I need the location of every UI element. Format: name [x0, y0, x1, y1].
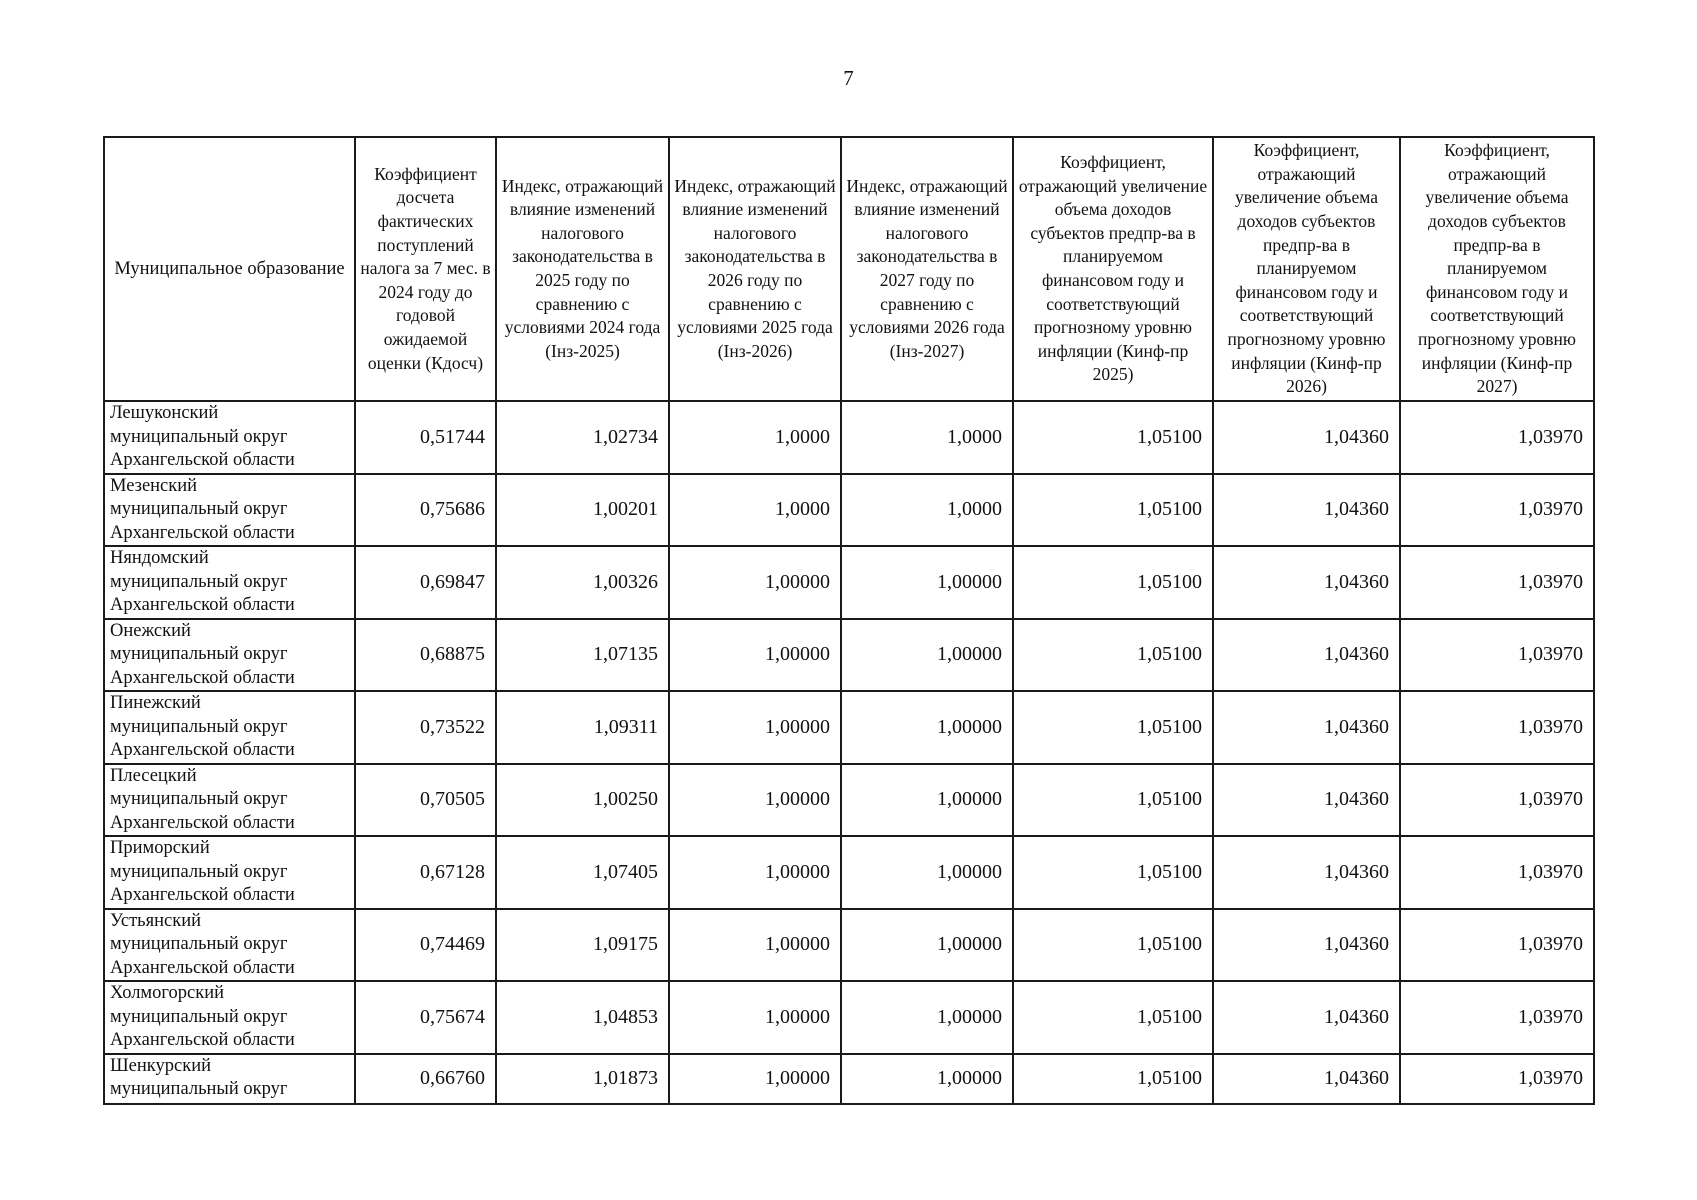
value-cell: 1,00000 — [669, 981, 841, 1054]
value-cell: 0,66760 — [355, 1054, 496, 1104]
municipality-name-line: Няндомский — [110, 548, 209, 568]
municipality-name-line: Архангельской области — [110, 957, 295, 978]
value-cell: 1,05100 — [1013, 546, 1213, 619]
column-header: Коэффициент досчета фактических поступлений налога за 7 мес. в 2024 году до годовой ожидаемой оценки (Кдосч) — [355, 137, 496, 401]
value-cell: 0,68875 — [355, 619, 496, 692]
municipality-name-line: Архангельской области — [110, 812, 295, 833]
municipality-name-line: Холмогорский — [110, 983, 225, 1003]
value-cell: 1,00000 — [841, 619, 1013, 692]
value-cell: 1,07405 — [496, 836, 669, 909]
table-row — [104, 619, 1594, 692]
municipality-name-line: муниципальный округ — [110, 644, 288, 664]
value-cell: 1,04360 — [1213, 981, 1400, 1054]
column-header: Коэффициент, отражающий увеличение объема доходов субъектов предпр-ва в планируемом финансовом году и соответствующий прогнозному уровню инфляции (Кинф-пр 2025) — [1013, 137, 1213, 401]
header-row — [104, 137, 1594, 401]
value-cell: 1,04360 — [1213, 1054, 1400, 1104]
value-cell: 1,05100 — [1013, 474, 1213, 547]
municipality-name-line: Приморский — [110, 838, 210, 858]
value-cell: 0,73522 — [355, 691, 496, 764]
value-cell: 1,03970 — [1400, 764, 1594, 837]
value-cell: 1,04853 — [496, 981, 669, 1054]
value-cell: 1,09311 — [496, 691, 669, 764]
value-cell: 1,0000 — [669, 401, 841, 474]
table-row — [104, 401, 1594, 474]
value-cell: 1,00000 — [669, 619, 841, 692]
municipality-name-cell — [104, 401, 355, 474]
municipality-name-cell — [104, 546, 355, 619]
municipality-name-line: Архангельской области — [110, 740, 295, 760]
value-cell: 1,03970 — [1400, 981, 1594, 1054]
value-cell: 1,04360 — [1213, 619, 1400, 692]
value-cell: 1,00000 — [669, 546, 841, 619]
value-cell: 1,00000 — [669, 691, 841, 764]
municipality-name-line: Устьянский — [110, 910, 202, 931]
municipality-name-line: муниципальный округ — [110, 716, 288, 737]
table-row — [104, 764, 1594, 837]
value-cell: 0,74469 — [355, 909, 496, 982]
municipality-name-line: Архангельской области — [110, 595, 295, 615]
value-cell: 1,03970 — [1400, 1054, 1594, 1104]
municipality-name-line: муниципальный округ — [110, 934, 288, 954]
value-cell: 1,05100 — [1013, 764, 1213, 837]
value-cell: 1,09175 — [496, 909, 669, 982]
table-row — [104, 474, 1594, 547]
value-cell: 1,07135 — [496, 619, 669, 692]
municipality-name-line: Архангельской области — [110, 667, 295, 688]
municipality-name-cell — [104, 619, 355, 692]
municipality-name-line: Архангельской области — [110, 885, 295, 905]
value-cell: 1,00000 — [669, 836, 841, 909]
column-header: Коэффициент, отражающий увеличение объема доходов субъектов предпр-ва в планируемом финансовом году и соответствующий прогнозному уровню инфляции (Кинф-пр 2026) — [1213, 137, 1400, 401]
value-cell: 1,03970 — [1400, 401, 1594, 474]
value-cell: 1,03970 — [1400, 909, 1594, 982]
municipality-name-line: муниципальный округ — [110, 1006, 288, 1027]
table-row — [104, 546, 1594, 619]
municipality-name-line: Архангельской области — [110, 450, 295, 470]
municipality-name-cell — [104, 1054, 355, 1104]
municipality-name-cell — [104, 691, 355, 764]
value-cell: 1,05100 — [1013, 619, 1213, 692]
municipality-name-line: муниципальный округ — [110, 861, 288, 882]
value-cell: 1,00000 — [669, 1054, 841, 1104]
municipality-name-line: Архангельской области — [110, 522, 295, 543]
value-cell: 0,69847 — [355, 546, 496, 619]
value-cell: 1,0000 — [841, 401, 1013, 474]
table-row — [104, 981, 1594, 1054]
value-cell: 0,70505 — [355, 764, 496, 837]
value-cell: 1,03970 — [1400, 691, 1594, 764]
value-cell: 1,05100 — [1013, 836, 1213, 909]
table-row — [104, 836, 1594, 909]
municipality-name-line: муниципальный округ — [110, 1079, 288, 1099]
value-cell: 1,03970 — [1400, 546, 1594, 619]
value-cell: 1,04360 — [1213, 836, 1400, 909]
value-cell: 1,0000 — [841, 474, 1013, 547]
municipality-name-line: Мезенский — [110, 475, 198, 496]
value-cell: 1,05100 — [1013, 981, 1213, 1054]
value-cell: 1,00000 — [841, 1054, 1013, 1104]
value-cell: 1,05100 — [1013, 909, 1213, 982]
value-cell: 1,04360 — [1213, 546, 1400, 619]
municipality-name-line: муниципальный округ — [110, 426, 288, 447]
value-cell: 1,00000 — [841, 691, 1013, 764]
value-cell: 1,04360 — [1213, 474, 1400, 547]
column-header: Индекс, отражающий влияние изменений налогового законодательства в 2026 году по сравнению с условиями 2025 года (Iнз-2026) — [669, 137, 841, 401]
value-cell: 1,03970 — [1400, 474, 1594, 547]
municipality-name-cell — [104, 836, 355, 909]
value-cell: 1,00000 — [669, 764, 841, 837]
value-cell: 1,00000 — [841, 546, 1013, 619]
value-cell: 1,05100 — [1013, 401, 1213, 474]
municipality-name-line: Архангельской области — [110, 1030, 295, 1050]
value-cell: 1,00326 — [496, 546, 669, 619]
value-cell: 1,0000 — [669, 474, 841, 547]
value-cell: 1,04360 — [1213, 401, 1400, 474]
table-row — [104, 691, 1594, 764]
coefficients-table — [103, 136, 1595, 1105]
value-cell: 1,00000 — [841, 836, 1013, 909]
column-header: Индекс, отражающий влияние изменений налогового законодательства в 2027 году по сравнению с условиями 2026 года (Iнз-2027) — [841, 137, 1013, 401]
table-row — [104, 909, 1594, 982]
value-cell: 1,03970 — [1400, 619, 1594, 692]
column-header: Муниципальное образование — [104, 137, 355, 401]
value-cell: 1,05100 — [1013, 1054, 1213, 1104]
coefficients-table-container — [103, 136, 1593, 1105]
value-cell: 1,00000 — [841, 764, 1013, 837]
municipality-name-line: Онежский — [110, 620, 191, 641]
value-cell: 1,01873 — [496, 1054, 669, 1104]
municipality-name-cell — [104, 474, 355, 547]
municipality-name-line: Плесецкий — [110, 765, 197, 786]
municipality-name-line: муниципальный округ — [110, 499, 288, 519]
table-row — [104, 1054, 1594, 1104]
value-cell: 1,02734 — [496, 401, 669, 474]
municipality-name-cell — [104, 981, 355, 1054]
value-cell: 1,04360 — [1213, 764, 1400, 837]
value-cell: 1,00000 — [841, 909, 1013, 982]
value-cell: 0,75674 — [355, 981, 496, 1054]
column-header: Коэффициент, отражающий увеличение объема доходов субъектов предпр-ва в планируемом финансовом году и соответствующий прогнозному уровню инфляции (Кинф-пр 2027) — [1400, 137, 1594, 401]
municipality-name-line: Пинежский — [110, 693, 201, 713]
value-cell: 1,03970 — [1400, 836, 1594, 909]
value-cell: 0,75686 — [355, 474, 496, 547]
value-cell: 0,67128 — [355, 836, 496, 909]
page-number: 7 — [843, 66, 854, 90]
value-cell: 1,00000 — [841, 981, 1013, 1054]
municipality-name-line: Шенкурский — [110, 1055, 212, 1076]
municipality-name-line: муниципальный округ — [110, 789, 288, 809]
municipality-name-cell — [104, 909, 355, 982]
value-cell: 1,00250 — [496, 764, 669, 837]
column-header: Индекс, отражающий влияние изменений налогового законодательства в 2025 году по сравнению с условиями 2024 года (Iнз-2025) — [496, 137, 669, 401]
value-cell: 1,04360 — [1213, 691, 1400, 764]
value-cell: 1,00000 — [669, 909, 841, 982]
value-cell: 0,51744 — [355, 401, 496, 474]
value-cell: 1,05100 — [1013, 691, 1213, 764]
municipality-name-line: Лешуконский — [110, 403, 219, 423]
municipality-name-line: муниципальный округ — [110, 571, 288, 592]
municipality-name-cell — [104, 764, 355, 837]
value-cell: 1,00201 — [496, 474, 669, 547]
value-cell: 1,04360 — [1213, 909, 1400, 982]
